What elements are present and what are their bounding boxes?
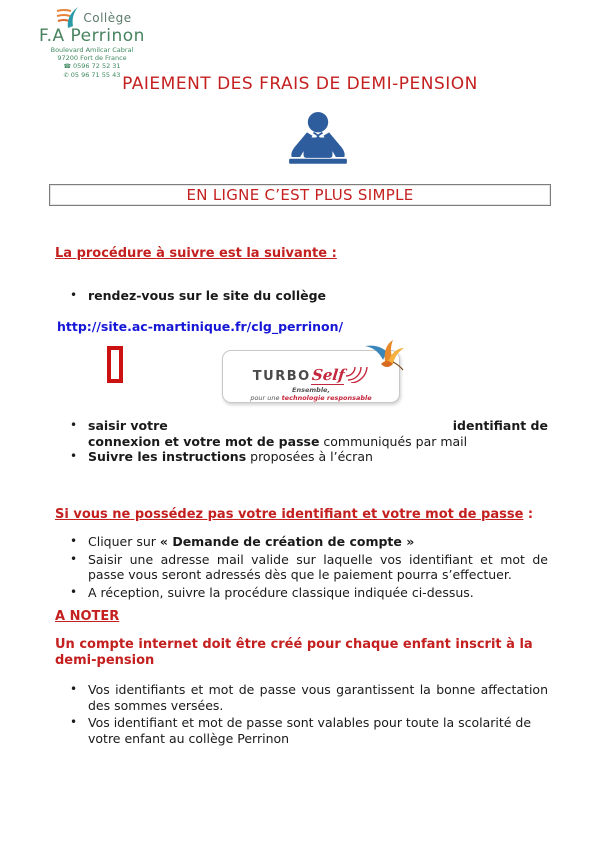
bullet-icon xyxy=(70,534,88,550)
turboself-logo xyxy=(222,350,400,403)
person-at-computer-icon xyxy=(284,110,352,170)
school-name: F.A Perrinon xyxy=(39,26,145,46)
missing-glyph-box-icon xyxy=(107,346,123,383)
note-bullet1: Vos identifiants et mot de passe vous garantissent la bonne affectation des sommes versées. xyxy=(88,682,548,713)
page-title: PAIEMENT DES FRAIS DE DEMI-PENSION xyxy=(122,74,478,94)
bullet-icon xyxy=(70,682,88,713)
turboself-tagline-line2: pour une technologie responsable xyxy=(250,393,372,402)
turboself-brand-script: Self xyxy=(310,366,346,384)
bullet-icon xyxy=(70,449,88,465)
list-item xyxy=(70,288,548,304)
bullet-icon xyxy=(70,552,88,583)
school-address-line2: 97200 Fort de France xyxy=(57,54,127,62)
turboself-tagline-line1: Ensemble, xyxy=(292,386,330,394)
phone-number: 0596 72 52 31 xyxy=(73,62,121,70)
turboself-brand-bold: TURBO xyxy=(252,369,311,384)
school-phone xyxy=(18,62,166,71)
fax-number: 05 96 71 55 43 xyxy=(70,71,121,79)
note-warning: Un compte internet doit être créé pour chaque enfant inscrit à la demi-pension xyxy=(55,637,533,668)
school-type-label: Collège xyxy=(83,11,132,25)
banner-box xyxy=(49,184,551,206)
no-account-bullet3: A réception, suivre la procédure classique indiquée ci-dessus. xyxy=(88,584,474,600)
school-address-line1: Boulevard Amilcar Cabral xyxy=(50,46,134,54)
no-account-bullet2: Saisir une adresse mail valide sur laquelle vos identifiant et mot de passe vous seront adressés dès que le paiement pourra s’effectuer. xyxy=(88,551,548,582)
bullet-icon xyxy=(70,585,88,601)
bullet-icon xyxy=(70,715,88,746)
list-item xyxy=(70,418,548,449)
banner-text: EN LIGNE C’EST PLUS SIMPLE xyxy=(186,186,414,204)
procedure-step1: rendez-vous sur le site du collège xyxy=(88,288,327,303)
list-item xyxy=(70,552,548,583)
procedure-heading: La procédure à suivre est la suivante : xyxy=(55,246,337,261)
procedure-step2: saisir votre identifiant de connexion et votre mot de passe communiqués par mail xyxy=(88,418,548,449)
note-heading: A NOTER xyxy=(55,609,120,624)
college-site-link[interactable]: http://site.ac-martinique.fr/clg_perrinon/ xyxy=(57,319,344,334)
list-item xyxy=(70,449,548,465)
no-account-bullet1: Cliquer sur « Demande de création de compte » xyxy=(88,534,415,549)
swirl-arcs-icon xyxy=(345,363,369,383)
fax-icon: ✆ xyxy=(63,72,69,79)
bullet-icon xyxy=(70,288,88,304)
list-item xyxy=(70,715,548,746)
list-item xyxy=(70,682,548,713)
list-item xyxy=(70,585,548,601)
list-item xyxy=(70,534,548,550)
bullet-icon xyxy=(70,418,88,449)
note-bullet2: Vos identifiant et mot de passe sont valables pour toute la scolarité de votre enfant au collège Perrinon xyxy=(88,715,532,746)
phone-icon: ☎ xyxy=(63,63,71,70)
school-logo xyxy=(18,6,166,80)
hummingbird-icon xyxy=(363,338,405,372)
procedure-step3: Suivre les instructions proposées à l’écran xyxy=(88,449,373,464)
no-account-heading: Si vous ne possédez pas votre identifiant et votre mot de passe : xyxy=(55,507,534,522)
